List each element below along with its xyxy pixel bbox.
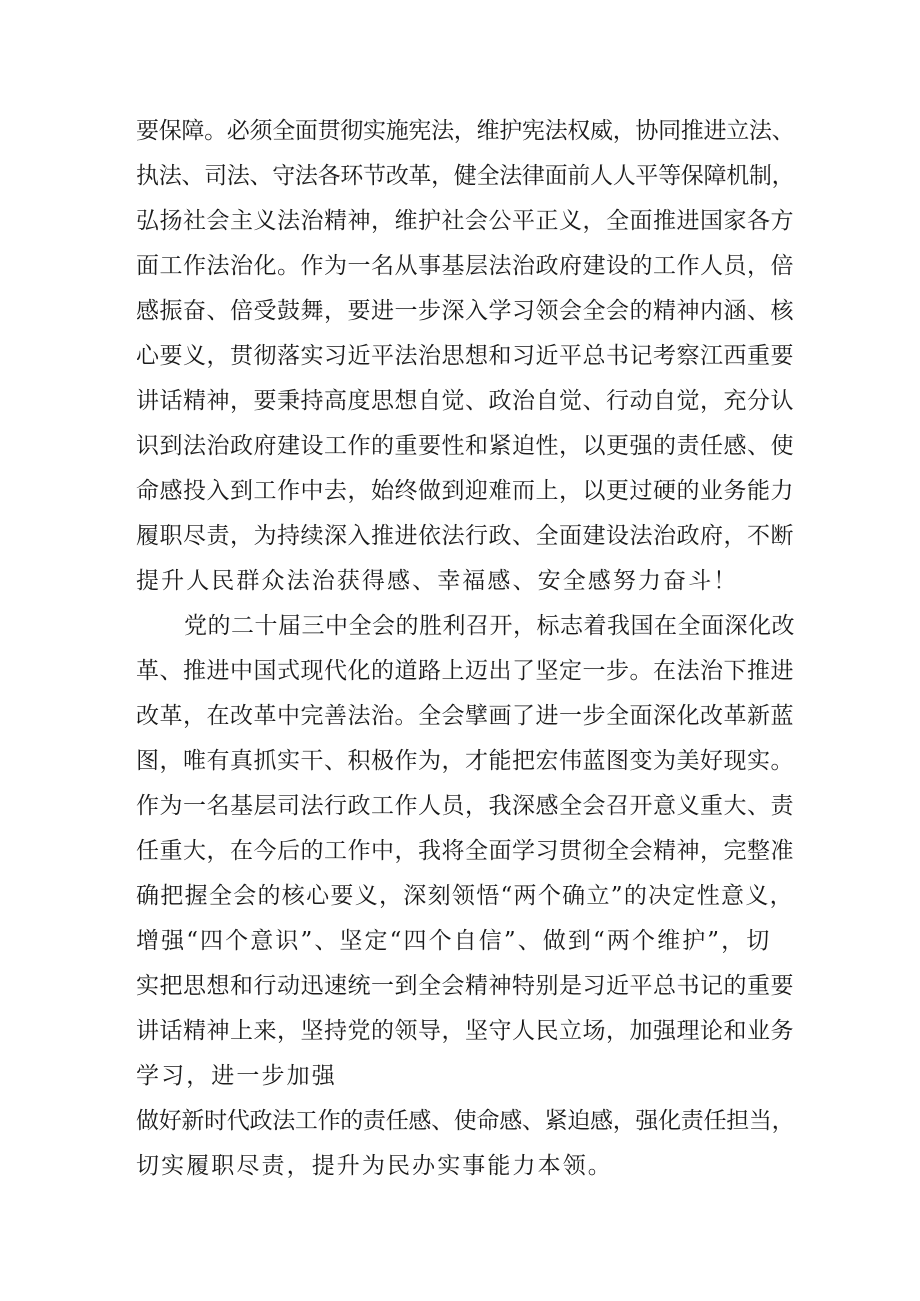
paragraph-1-line-8: 识到法治政府建设工作的重要性和紧迫性，以更强的责任感、使 — [136, 433, 794, 459]
paragraph-1-line-5: 感振奋、倍受鼓舞，要进一步深入学习领会全会的精神内涵、核 — [136, 298, 794, 324]
paragraph-2-line-11: 学习，进一步加强 — [136, 1063, 337, 1089]
paragraph-1-line-1: 要保障。必须全面贯彻实施宪法，维护宪法权威，协同推进立法、 — [136, 118, 795, 144]
paragraph-1-line-9: 命感投入到工作中去，始终做到迎难而上，以更过硬的业务能力 — [136, 478, 794, 504]
paragraph-1-line-2: 执法、司法、守法各环节改革，健全法律面前人人平等保障机制， — [136, 163, 795, 189]
paragraph-1-line-3: 弘扬社会主义法治精神，维护社会公平正义，全面推进国家各方 — [136, 208, 794, 234]
paragraph-2-line-13: 切实履职尽责，提升为民办实事能力本领。 — [136, 1153, 613, 1179]
paragraph-1-line-6: 心要义，贯彻落实习近平法治思想和习近平总书记考察江西重要 — [136, 343, 794, 369]
paragraph-2-line-3: 改革，在改革中完善法治。全会擘画了进一步全面深化改革新蓝 — [136, 703, 794, 729]
paragraph-2-line-7: 确把握全会的核心要义，深刻领悟“两个确立”的决定性意义， — [136, 883, 794, 909]
paragraph-1-line-7: 讲话精神，要秉持高度思想自觉、政治自觉、行动自觉，充分认 — [136, 388, 794, 414]
paragraph-2-line-6: 任重大，在今后的工作中，我将全面学习贯彻全会精神，完整准 — [136, 838, 794, 864]
paragraph-2-line-12: 做好新时代政法工作的责任感、使命感、紧迫感，强化责任担当， — [136, 1108, 795, 1134]
paragraph-2-line-9: 实把思想和行动迅速统一到全会精神特别是习近平总书记的重要 — [136, 973, 794, 999]
paragraph-2-line-2: 革、推进中国式现代化的道路上迈出了坚定一步。在法治下推进 — [136, 658, 794, 684]
paragraph-2-line-10: 讲话精神上来，坚持党的领导，坚守人民立场，加强理论和业务 — [136, 1018, 794, 1044]
paragraph-2-line-4: 图，唯有真抓实干、积极作为，才能把宏伟蓝图变为美好现实。 — [136, 748, 794, 774]
paragraph-2-line-5: 作为一名基层司法行政工作人员，我深感全会召开意义重大、责 — [136, 793, 794, 819]
paragraph-1-line-11: 提升人民群众法治获得感、幸福感、安全感努力奋斗！ — [136, 568, 739, 594]
paragraph-2-line-8: 增强“四个意识”、坚定“四个自信”、做到“两个维护”，切 — [136, 928, 772, 954]
paragraph-1-line-4: 面工作法治化。作为一名从事基层法治政府建设的工作人员，倍 — [136, 253, 794, 279]
paragraph-2-line-1: 党的二十届三中全会的胜利召开，标志着我国在全面深化改 — [184, 613, 795, 639]
paragraph-1-line-10: 履职尽责，为持续深入推进依法行政、全面建设法治政府，不断 — [136, 523, 794, 549]
